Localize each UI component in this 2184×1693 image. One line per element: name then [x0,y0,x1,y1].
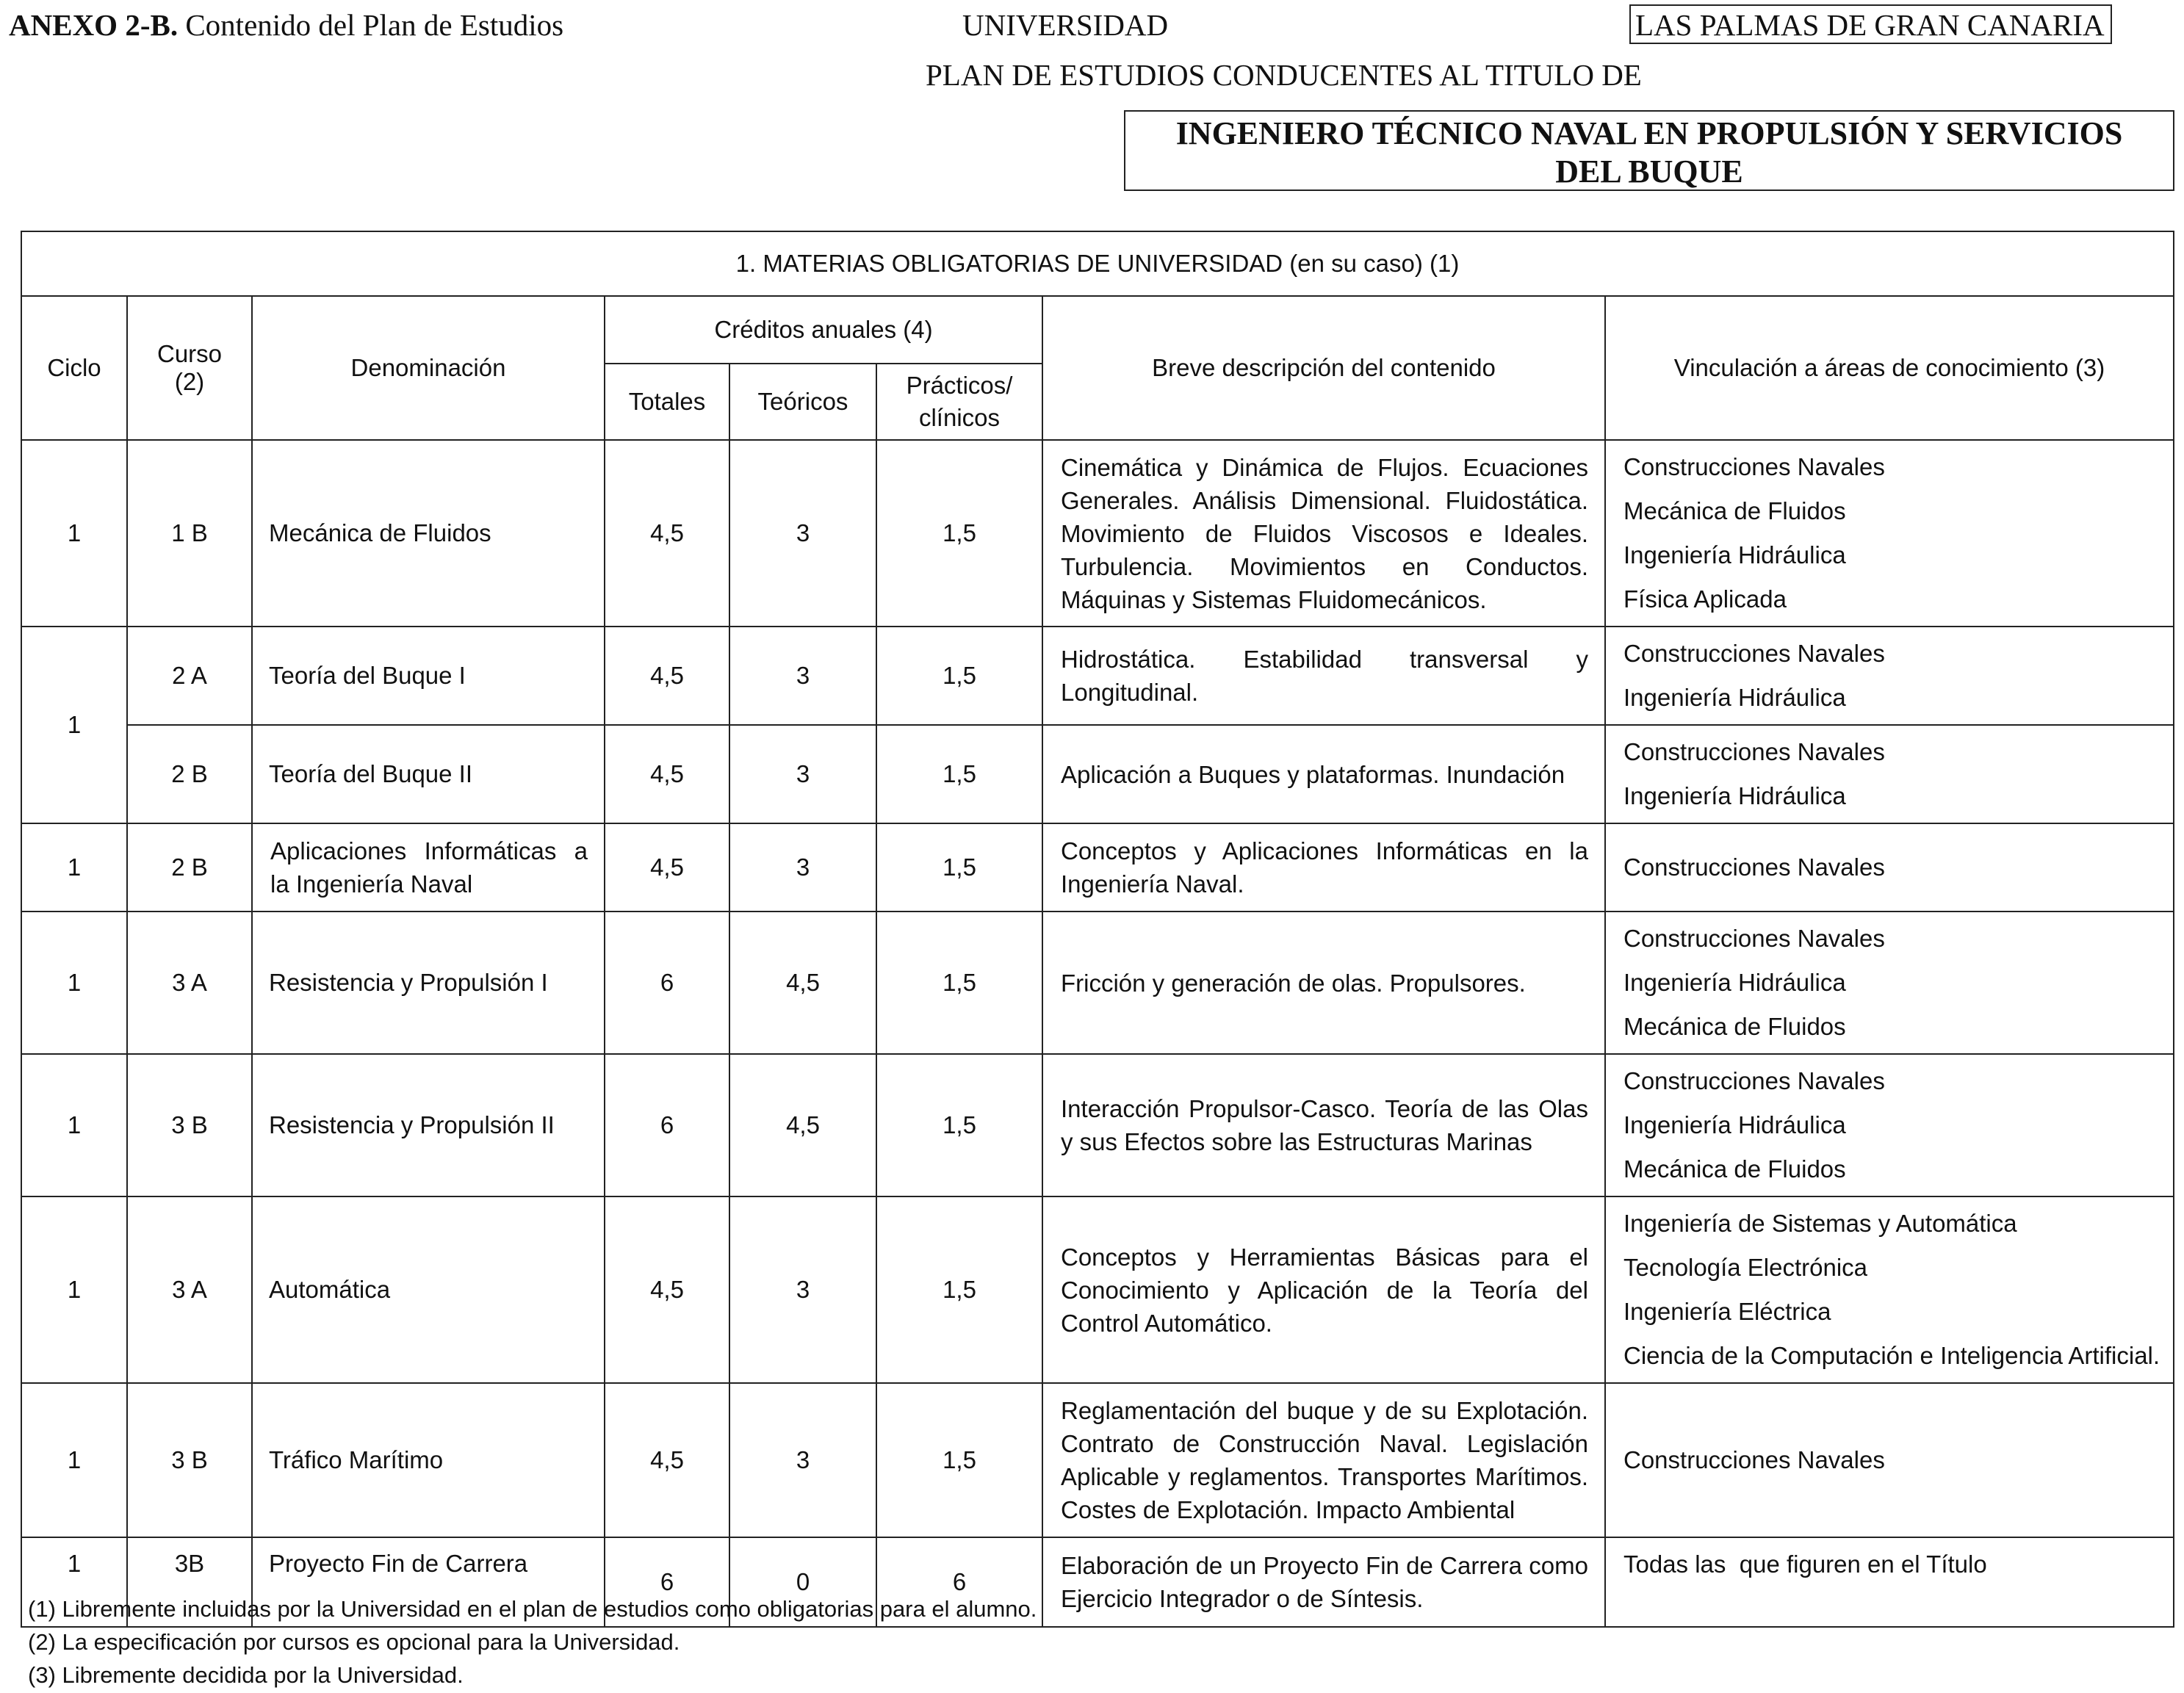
cell-totales: 4,5 [605,627,729,725]
cell-denominacion: Teoría del Buque II [252,725,605,823]
cell-denominacion: Resistencia y Propulsión II [252,1054,605,1196]
annex-heading [9,7,563,43]
cell-curso: 1 B [127,440,252,627]
cell-teoricos: 3 [729,823,876,912]
cell-ciclo: 1 [21,1054,127,1196]
header-curso-line-1: Curso [156,340,223,367]
cell-curso: 3 A [127,1196,252,1383]
cell-descripcion: Fricción y generación de olas. Propulsores. [1042,912,1605,1054]
cell-denominacion: Aplicaciones Informáticas a la Ingeniería Naval [252,823,605,912]
cell-descripcion: Aplicación a Buques y plataformas. Inundación [1042,725,1605,823]
cell-ciclo: 1 [21,440,127,627]
header-practicos-line-1: Prácticos/ [906,372,1013,399]
table-row [21,440,2174,627]
cell-totales: 4,5 [605,440,729,627]
cell-teoricos: 3 [729,440,876,627]
cell-areas [1605,1196,2174,1383]
cell-ciclo: 1 [21,1537,127,1627]
table-row [21,823,2174,912]
cell-curso: 3 B [127,1383,252,1537]
area-item: Mecánica de Fluidos [1623,497,1846,524]
cell-practicos: 1,5 [876,823,1042,912]
cell-curso: 3B [127,1537,252,1627]
table-row [21,1196,2174,1383]
area-item: Construcciones Navales [1623,640,1885,667]
table-row [21,627,2174,725]
annex-label: ANEXO 2-B. [9,8,179,42]
header-practicos-line-2: clínicos [918,404,1001,431]
cell-denominacion: Proyecto Fin de Carrera [252,1537,605,1627]
degree-title-line-2: DEL BUQUE [1555,154,1743,189]
header-practicos [876,364,1042,440]
university-name: LAS PALMAS DE GRAN CANARIA [1629,4,2112,44]
cell-practicos: 1,5 [876,725,1042,823]
cell-denominacion: Mecánica de Fluidos [252,440,605,627]
header-descripcion: Breve descripción del contenido [1042,296,1605,440]
footnote-1: (1) Libremente incluidas por la Universidad en el plan de estudios como obligatorias para el alumno. [28,1596,1037,1622]
area-item: Ingeniería Hidráulica [1623,969,1846,996]
cell-totales: 4,5 [605,1383,729,1537]
cell-areas [1605,627,2174,725]
cell-totales: 6 [605,1054,729,1196]
table-row [21,725,2174,823]
cell-teoricos: 3 [729,1196,876,1383]
cell-curso: 3 B [127,1054,252,1196]
table-row [21,1383,2174,1537]
cell-practicos: 1,5 [876,912,1042,1054]
area-item: Ingeniería Hidráulica [1623,684,1846,711]
cell-curso: 2 A [127,627,252,725]
header-totales: Totales [605,364,729,440]
header-curso [127,296,252,440]
cell-areas [1605,823,2174,912]
subjects-table [21,231,2174,1628]
area-item: Construcciones Navales [1623,453,1885,480]
cell-descripcion: Elaboración de un Proyecto Fin de Carrera como Ejercicio Integrador o de Síntesis. [1042,1537,1605,1627]
footnotes [28,1592,1037,1692]
cell-denominacion: Tráfico Marítimo [252,1383,605,1537]
cell-practicos: 1,5 [876,440,1042,627]
cell-ciclo: 1 [21,912,127,1054]
header-teoricos: Teóricos [729,364,876,440]
area-item: Ciencia de la Computación e Inteligencia Artificial. [1623,1342,2160,1369]
cell-ciclo: 1 [21,1196,127,1383]
cell-teoricos: 0 [729,1537,876,1627]
area-item: Tecnología Electrónica [1623,1254,1868,1281]
cell-areas [1605,440,2174,627]
header-creditos: Créditos anuales (4) [605,296,1042,364]
cell-teoricos: 3 [729,725,876,823]
area-item: Ingeniería Eléctrica [1623,1298,1831,1325]
area-item: Ingeniería Hidráulica [1623,1111,1846,1138]
header-vinculacion: Vinculación a áreas de conocimiento (3) [1605,296,2174,440]
cell-denominacion: Automática [252,1196,605,1383]
area-item: Construcciones Navales [1623,925,1885,952]
degree-title-line-1: INGENIERO TÉCNICO NAVAL EN PROPULSIÓN Y SERVICIOS [1175,115,2123,151]
area-item: Física Aplicada [1623,585,1787,613]
header-denominacion: Denominación [252,296,605,440]
cell-ciclo: 1 [21,627,127,823]
cell-descripcion: Hidrostática. Estabilidad transversal y Longitudinal. [1042,627,1605,725]
area-item: Construcciones Navales [1623,738,1885,765]
area-item: Mecánica de Fluidos [1623,1155,1846,1183]
plan-title: PLAN DE ESTUDIOS CONDUCENTES AL TITULO DE [926,58,1642,92]
header-curso-line-2: (2) [174,368,205,395]
footnote-2: (2) La especificación por cursos es opcional para la Universidad. [28,1629,680,1655]
cell-curso: 2 B [127,725,252,823]
table-title: 1. MATERIAS OBLIGATORIAS DE UNIVERSIDAD (en su caso) (1) [21,231,2174,296]
cell-areas [1605,1054,2174,1196]
area-item: Construcciones Navales [1623,853,1885,881]
cell-practicos: 1,5 [876,1054,1042,1196]
area-item: Ingeniería Hidráulica [1623,541,1846,568]
cell-areas [1605,912,2174,1054]
university-label: UNIVERSIDAD [962,8,1169,42]
area-item: Todas las que figuren en el Título [1623,1551,1987,1578]
cell-practicos: 1,5 [876,1196,1042,1383]
cell-curso: 3 A [127,912,252,1054]
area-item: Ingeniería Hidráulica [1623,782,1846,809]
cell-totales: 4,5 [605,823,729,912]
cell-descripcion: Conceptos y Herramientas Básicas para el Conocimiento y Aplicación de la Teoría del Control Automático. [1042,1196,1605,1383]
cell-practicos: 1,5 [876,1383,1042,1537]
table-row [21,912,2174,1054]
cell-teoricos: 4,5 [729,1054,876,1196]
cell-descripcion: Cinemática y Dinámica de Flujos. Ecuaciones Generales. Análisis Dimensional. Fluidostática. Movimiento de Fluidos Viscosos e Ideales. Turbulencia. Movimientos en Conductos. Máquinas y Sistemas Fluidomecánicos. [1042,440,1605,627]
cell-areas [1605,1537,2174,1627]
cell-areas [1605,1383,2174,1537]
annex-title: Contenido del Plan de Estudios [178,8,564,42]
cell-totales: 6 [605,912,729,1054]
cell-teoricos: 3 [729,1383,876,1537]
table-row [21,1054,2174,1196]
degree-title-box [1124,110,2174,191]
footnote-3: (3) Libremente decidida por la Universidad. [28,1662,464,1688]
cell-teoricos: 3 [729,627,876,725]
area-item: Construcciones Navales [1623,1067,1885,1094]
cell-ciclo: 1 [21,1383,127,1537]
cell-practicos: 1,5 [876,627,1042,725]
cell-areas [1605,725,2174,823]
cell-denominacion: Teoría del Buque I [252,627,605,725]
cell-totales: 4,5 [605,1196,729,1383]
cell-descripcion: Reglamentación del buque y de su Explotación. Contrato de Construcción Naval. Legislación Aplicable y reglamentos. Transportes Marítimos. Costes de Explotación. Impacto Ambiental [1042,1383,1605,1537]
area-item: Ingeniería de Sistemas y Automática [1623,1210,2017,1237]
cell-descripcion: Interacción Propulsor-Casco. Teoría de las Olas y sus Efectos sobre las Estructuras Marinas [1042,1054,1605,1196]
cell-teoricos: 4,5 [729,912,876,1054]
header-ciclo: Ciclo [21,296,127,440]
area-item: Construcciones Navales [1623,1446,1885,1473]
cell-totales: 6 [605,1537,729,1627]
cell-curso: 2 B [127,823,252,912]
area-item: Mecánica de Fluidos [1623,1013,1846,1040]
cell-descripcion: Conceptos y Aplicaciones Informáticas en la Ingeniería Naval. [1042,823,1605,912]
cell-denominacion: Resistencia y Propulsión I [252,912,605,1054]
cell-ciclo: 1 [21,823,127,912]
cell-practicos: 6 [876,1537,1042,1627]
cell-totales: 4,5 [605,725,729,823]
